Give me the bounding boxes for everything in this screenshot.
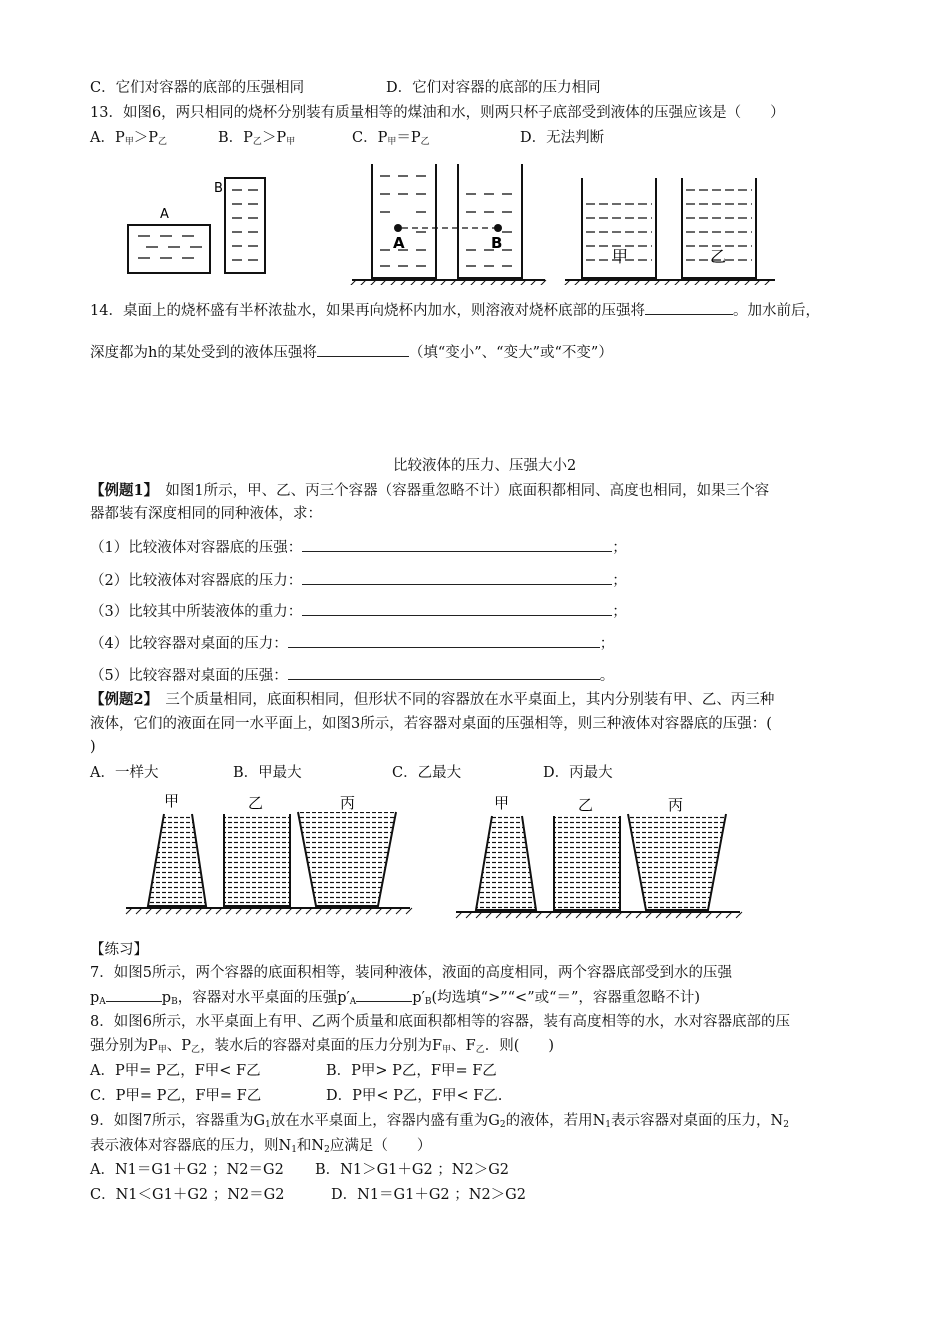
q8-line1: 8．如图6所示，水平桌面上有甲、乙两个质量和底面积都相等的容器，装有高度相等的水，水对容器底部的压 [90, 1014, 790, 1030]
mid-right-label-yi: 乙 [578, 796, 594, 814]
q8-option-b: B．P甲> P乙，F甲= F乙 [326, 1063, 497, 1079]
q8-option-c: C．P甲= P乙，F甲= F乙 [90, 1088, 262, 1104]
ex1-item-5: （5）比较容器对桌面的压强： 。 [90, 665, 614, 686]
container-b-tall [225, 178, 265, 273]
mid-left-label-jia: 甲 [164, 792, 180, 810]
q13-option-c: C．$P_甲=P_乙$ [352, 130, 430, 147]
ex1-item-1: （1）比较液体对容器底的压强： ； [90, 537, 627, 558]
q8-option-d: D．P甲< P乙，F甲< F乙. [326, 1088, 503, 1104]
mid-right-label-jia: 甲 [494, 794, 510, 812]
ex2-option-d: D．丙最大 [543, 765, 613, 781]
q7-line2: $p_A$ $p_B$，容器对水平桌面的压强$p'_A$ $p'_B$(均选填“>”“<”或“＝”，容器重忽略不计) [90, 987, 700, 1012]
dot-label-b: B [491, 234, 503, 252]
ex2-option-c: C．乙最大 [392, 765, 462, 781]
q13-option-b: B．$P_乙>P_甲$ [218, 130, 296, 147]
q8-option-a: A．P甲= P乙，F甲< F乙 [90, 1063, 261, 1079]
beaker-label-jia: 甲 [612, 247, 629, 266]
q9-option-c: C．N1＜G1＋G2 ；N2＝G2 [90, 1187, 285, 1203]
ex1-tag: 【例题1】 [90, 482, 151, 499]
ex1-line1: 【例题1】 如图1所示，甲、乙、丙三个容器（容器重忽略不计）底面积都相同、高度也相同，如果三个容 [90, 482, 770, 499]
section-title: 比较液体的压力、压强大小2 [393, 458, 577, 474]
beakers-jia-yi [564, 178, 775, 285]
ex2-line3: ) [90, 739, 96, 755]
beaker-label-yi: 乙 [710, 247, 727, 266]
container-figure-top [120, 160, 800, 285]
ex2-option-a: A．一样大 [90, 765, 159, 781]
mid-left-label-yi: 乙 [248, 794, 264, 812]
ex1-item-4: （4）比较容器对桌面的压力： ； [90, 633, 614, 654]
q12-option-d: D．它们对容器的底部的压力相同 [386, 80, 601, 96]
ex1-item-3: （3）比较其中所装液体的重力： ； [90, 601, 627, 622]
label-b: B [214, 181, 223, 196]
dot-label-a: A [393, 234, 405, 252]
q13-stem: 13．如图6，两只相同的烧杯分别装有质量相等的煤油和水，则两只杯子底部受到液体的压强应该是（ ） [90, 105, 785, 121]
ex1-line2: 器都装有深度相同的同种液体，求： [90, 506, 322, 522]
q8-line2: 强分别为$P_甲$、$P_乙$，装水后的容器对桌面的压力分别为$F_甲$、$F_乙$．则( ) [90, 1038, 555, 1055]
q13-option-d: D．无法判断 [520, 130, 605, 146]
q9-option-a: A．N1＝G1＋G2 ；N2＝G2 [90, 1162, 284, 1178]
q9-option-d: D．N1＝G1＋G2 ；N2＞G2 [331, 1187, 526, 1203]
ex2-option-b: B．甲最大 [233, 765, 302, 781]
q13-option-a: A．$P_甲>P_乙$ [90, 130, 168, 147]
ex2-line2: 液体，它们的液面在同一水平面上，如图3所示，若容器对桌面的压强相等，则三种液体对容器底的压强：( [90, 716, 772, 732]
mid-right-label-bing: 丙 [668, 796, 684, 814]
q14-line1: 14．桌面上的烧杯盛有半杯浓盐水，如果再向烧杯内加水，则溶液对烧杯底部的压强将 。加水前后， [90, 300, 820, 321]
q9-line1: 9．如图7所示，容器重为$G_1$放在水平桌面上，容器内盛有重为$G_2$的液体，若用$N_1$表示容器对桌面的压力，$N_2$ [90, 1113, 789, 1130]
q14-blank-1 [645, 300, 733, 315]
mid-left-label-bing: 丙 [340, 794, 356, 812]
container-figure-middle [120, 790, 760, 920]
container-set-right [456, 794, 742, 918]
label-a: A [160, 207, 169, 222]
ex1-item-2: （2）比较液体对容器底的压力： ； [90, 570, 627, 591]
q14-line2: 深度都为h的某处受到的液体压强将 （填“变小”、“变大”或“不变”） [90, 342, 613, 363]
q7-line1: 7．如图5所示，两个容器的底面积相等，装同种液体，液面的高度相同，两个容器底部受到水的压强 [90, 965, 732, 981]
q14-blank-2 [317, 342, 409, 357]
container-a-wide [128, 225, 210, 273]
ex2-tag: 【例题2】 [90, 691, 151, 708]
practice-tag: 【练习】 [90, 942, 148, 958]
q12-option-c: C．它们对容器的底部的压强相同 [90, 80, 305, 96]
ex2-line1: 【例题2】 三个质量相同，底面积相同，但形状不同的容器放在水平桌面上，其内分别装有甲、乙、丙三种 [90, 691, 775, 708]
q9-option-b: B．N1＞G1＋G2 ；N2＞G2 [315, 1162, 510, 1178]
q9-line2: 表示液体对容器底的压力，则$N_1$和$N_2$应满足（ ） [90, 1138, 432, 1155]
container-set-left [126, 792, 412, 914]
beakers-ab [350, 164, 546, 285]
